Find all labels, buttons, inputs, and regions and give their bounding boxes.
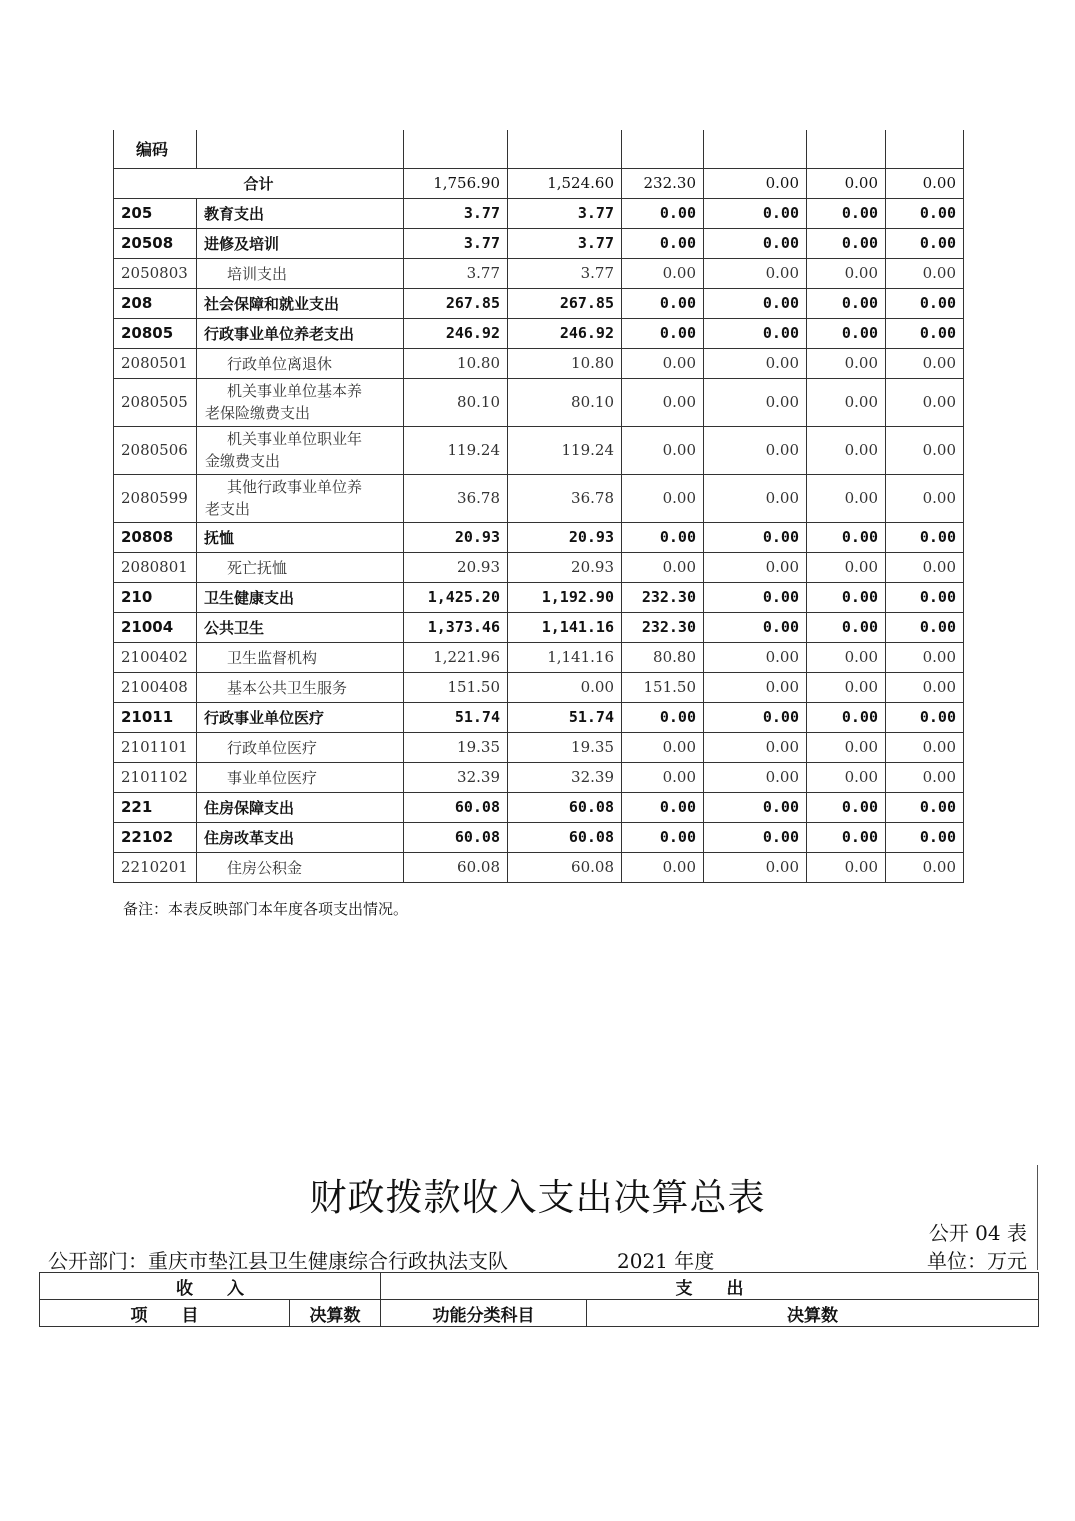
row-value: 0.00 — [704, 318, 807, 348]
table-row — [114, 228, 964, 258]
row-value: 119.24 — [404, 426, 508, 474]
row-value: 0.00 — [886, 426, 964, 474]
row-value: 0.00 — [807, 672, 886, 702]
row-value: 0.00 — [622, 378, 704, 426]
row-code: 2050803 — [114, 258, 197, 288]
expense-header: 支 出 — [381, 1273, 1039, 1300]
total-value: 1,524.60 — [508, 168, 622, 198]
col-func: 功能分类科目 — [381, 1300, 587, 1327]
row-value: 0.00 — [886, 852, 964, 882]
row-value: 20.93 — [508, 522, 622, 552]
row-value: 20.93 — [404, 552, 508, 582]
row-name-line1: 其他行政事业单位养 — [227, 478, 363, 496]
row-value: 0.00 — [622, 198, 704, 228]
row-code: 22102 — [114, 822, 197, 852]
row-value: 1,373.46 — [404, 612, 508, 642]
row-code: 2080801 — [114, 552, 197, 582]
row-code: 20808 — [114, 522, 197, 552]
row-value: 80.10 — [508, 378, 622, 426]
row-value: 0.00 — [886, 822, 964, 852]
row-value: 0.00 — [807, 702, 886, 732]
row-value: 60.08 — [404, 852, 508, 882]
row-value: 20.93 — [404, 522, 508, 552]
row-value: 60.08 — [508, 852, 622, 882]
row-value: 246.92 — [404, 318, 508, 348]
table-code: 公开 04 表 — [928, 1221, 1027, 1245]
row-value: 19.35 — [508, 732, 622, 762]
row-value: 10.80 — [404, 348, 508, 378]
row-code: 2210201 — [114, 852, 197, 882]
total-label: 合计 — [114, 168, 404, 198]
row-value: 1,221.96 — [404, 642, 508, 672]
row-value: 0.00 — [622, 732, 704, 762]
row-value: 36.78 — [508, 474, 622, 522]
row-code: 2100408 — [114, 672, 197, 702]
row-value: 0.00 — [704, 288, 807, 318]
row-name: 住房改革支出 — [197, 822, 404, 852]
row-value: 0.00 — [807, 762, 886, 792]
row-value: 0.00 — [622, 552, 704, 582]
table-row — [114, 612, 964, 642]
row-code: 2080506 — [114, 426, 197, 474]
page-title: 财政拨款收入支出决算总表 — [309, 1176, 766, 1219]
table-row — [114, 474, 964, 522]
row-value: 1,192.90 — [508, 582, 622, 612]
row-value: 0.00 — [886, 348, 964, 378]
total-value: 1,756.90 — [404, 168, 508, 198]
row-value: 0.00 — [704, 762, 807, 792]
row-value: 0.00 — [807, 228, 886, 258]
row-value: 0.00 — [886, 552, 964, 582]
table-row — [114, 702, 964, 732]
row-value: 3.77 — [508, 258, 622, 288]
table-row — [114, 348, 964, 378]
row-name-line2: 老保险缴费支出 — [205, 404, 311, 422]
expenditure-table — [113, 130, 964, 883]
row-value: 0.00 — [886, 522, 964, 552]
row-code: 210 — [114, 582, 197, 612]
col-amount: 决算数 — [290, 1300, 381, 1327]
table-row — [114, 522, 964, 552]
row-value: 0.00 — [622, 474, 704, 522]
row-name: 行政单位离退休 — [197, 348, 404, 378]
row-value: 0.00 — [704, 612, 807, 642]
row-value: 0.00 — [886, 702, 964, 732]
row-value: 1,141.16 — [508, 612, 622, 642]
row-value: 3.77 — [508, 228, 622, 258]
row-code: 20805 — [114, 318, 197, 348]
row-name: 抚恤 — [197, 522, 404, 552]
total-value: 0.00 — [807, 168, 886, 198]
row-value: 0.00 — [622, 288, 704, 318]
row-value: 0.00 — [704, 474, 807, 522]
row-value: 232.30 — [622, 612, 704, 642]
row-value: 0.00 — [886, 582, 964, 612]
row-value: 0.00 — [807, 552, 886, 582]
row-value: 0.00 — [886, 318, 964, 348]
table-row — [114, 732, 964, 762]
row-value: 0.00 — [807, 348, 886, 378]
table-row — [114, 582, 964, 612]
row-value: 0.00 — [807, 258, 886, 288]
table-note: 备注：本表反映部门本年度各项支出情况。 — [123, 900, 409, 918]
row-code: 2080505 — [114, 378, 197, 426]
row-value: 0.00 — [622, 522, 704, 552]
row-code: 221 — [114, 792, 197, 822]
row-value: 0.00 — [704, 228, 807, 258]
row-value: 51.74 — [404, 702, 508, 732]
row-value: 19.35 — [404, 732, 508, 762]
row-value: 246.92 — [508, 318, 622, 348]
row-value: 0.00 — [622, 852, 704, 882]
row-value: 232.30 — [622, 582, 704, 612]
row-value: 0.00 — [704, 852, 807, 882]
row-value: 0.00 — [886, 672, 964, 702]
table-row — [114, 552, 964, 582]
row-value: 0.00 — [807, 822, 886, 852]
row-name: 卫生监督机构 — [197, 642, 404, 672]
row-value: 60.08 — [508, 822, 622, 852]
row-value: 0.00 — [622, 318, 704, 348]
row-name — [197, 426, 404, 474]
row-value: 0.00 — [622, 792, 704, 822]
row-value: 0.00 — [807, 426, 886, 474]
row-value: 0.00 — [807, 732, 886, 762]
row-value: 3.77 — [404, 198, 508, 228]
row-value: 0.00 — [704, 522, 807, 552]
row-value: 0.00 — [886, 258, 964, 288]
row-value: 20.93 — [508, 552, 622, 582]
row-value: 0.00 — [886, 732, 964, 762]
row-value: 0.00 — [622, 258, 704, 288]
row-value: 0.00 — [704, 582, 807, 612]
row-value: 0.00 — [622, 348, 704, 378]
row-value: 0.00 — [886, 762, 964, 792]
row-value: 0.00 — [704, 258, 807, 288]
row-value: 0.00 — [704, 426, 807, 474]
row-name: 卫生健康支出 — [197, 582, 404, 612]
header-code-label: 编码 — [114, 130, 197, 168]
row-name: 行政事业单位医疗 — [197, 702, 404, 732]
row-value: 3.77 — [404, 228, 508, 258]
table-row — [114, 378, 964, 426]
row-value: 119.24 — [508, 426, 622, 474]
table-row — [114, 258, 964, 288]
row-value: 3.77 — [404, 258, 508, 288]
row-value: 0.00 — [622, 228, 704, 258]
row-value: 0.00 — [807, 852, 886, 882]
row-code: 2101102 — [114, 762, 197, 792]
total-value: 232.30 — [622, 168, 704, 198]
row-value: 0.00 — [622, 822, 704, 852]
row-name: 行政单位医疗 — [197, 732, 404, 762]
row-value: 80.80 — [622, 642, 704, 672]
row-code: 21011 — [114, 702, 197, 732]
department-label: 公开部门：重庆市垫江县卫生健康综合行政执法支队 — [48, 1249, 508, 1273]
row-value: 0.00 — [704, 642, 807, 672]
row-name: 公共卫生 — [197, 612, 404, 642]
table-row — [114, 672, 964, 702]
row-value: 60.08 — [404, 822, 508, 852]
row-name: 进修及培训 — [197, 228, 404, 258]
row-name-line2: 老支出 — [205, 500, 251, 518]
summary-header-row — [40, 1273, 1039, 1300]
table-row — [114, 852, 964, 882]
row-name: 行政事业单位养老支出 — [197, 318, 404, 348]
row-value: 60.08 — [404, 792, 508, 822]
row-value: 0.00 — [886, 642, 964, 672]
row-value: 0.00 — [886, 612, 964, 642]
row-value: 60.08 — [508, 792, 622, 822]
table-row — [114, 318, 964, 348]
row-code: 2080599 — [114, 474, 197, 522]
row-value: 0.00 — [807, 318, 886, 348]
row-value: 0.00 — [807, 642, 886, 672]
table-row — [114, 642, 964, 672]
row-value: 0.00 — [807, 792, 886, 822]
row-value: 0.00 — [622, 762, 704, 792]
row-value: 0.00 — [704, 672, 807, 702]
unit-label: 单位：万元 — [927, 1249, 1027, 1273]
row-code: 20508 — [114, 228, 197, 258]
row-value: 0.00 — [886, 198, 964, 228]
table-header-row — [114, 130, 964, 168]
row-code: 2101101 — [114, 732, 197, 762]
row-value: 0.00 — [807, 288, 886, 318]
table-row — [114, 822, 964, 852]
row-value: 32.39 — [404, 762, 508, 792]
row-value: 3.77 — [508, 198, 622, 228]
row-code: 2100402 — [114, 642, 197, 672]
row-value: 0.00 — [886, 474, 964, 522]
row-value: 32.39 — [508, 762, 622, 792]
row-name: 住房公积金 — [197, 852, 404, 882]
row-value: 0.00 — [807, 522, 886, 552]
col-item: 项 目 — [40, 1300, 290, 1327]
row-value: 0.00 — [704, 702, 807, 732]
row-name: 住房保障支出 — [197, 792, 404, 822]
table-row — [114, 426, 964, 474]
row-name-line2: 金缴费支出 — [205, 452, 281, 470]
row-value: 0.00 — [886, 792, 964, 822]
row-value: 51.74 — [508, 702, 622, 732]
row-name: 事业单位医疗 — [197, 762, 404, 792]
row-value: 0.00 — [807, 474, 886, 522]
row-value: 151.50 — [404, 672, 508, 702]
row-value: 0.00 — [704, 348, 807, 378]
row-name — [197, 378, 404, 426]
row-value: 0.00 — [704, 378, 807, 426]
row-value: 0.00 — [704, 822, 807, 852]
row-name: 教育支出 — [197, 198, 404, 228]
row-value: 0.00 — [807, 582, 886, 612]
row-value: 0.00 — [807, 198, 886, 228]
total-row — [114, 168, 964, 198]
row-value: 0.00 — [704, 792, 807, 822]
row-value: 10.80 — [508, 348, 622, 378]
row-value: 80.10 — [404, 378, 508, 426]
row-name: 死亡抚恤 — [197, 552, 404, 582]
table-row — [114, 198, 964, 228]
row-value: 0.00 — [704, 552, 807, 582]
total-value: 0.00 — [886, 168, 964, 198]
summary-table — [39, 1272, 1039, 1327]
row-value: 0.00 — [622, 426, 704, 474]
row-value: 0.00 — [508, 672, 622, 702]
row-value: 0.00 — [807, 378, 886, 426]
row-value: 0.00 — [704, 732, 807, 762]
row-name-line1: 机关事业单位基本养 — [227, 382, 363, 400]
row-value: 0.00 — [886, 378, 964, 426]
income-header: 收 入 — [40, 1273, 381, 1300]
row-name-line1: 机关事业单位职业年 — [227, 430, 363, 448]
row-code: 205 — [114, 198, 197, 228]
row-value: 0.00 — [886, 288, 964, 318]
row-value: 36.78 — [404, 474, 508, 522]
total-value: 0.00 — [704, 168, 807, 198]
row-value: 0.00 — [704, 198, 807, 228]
table-row — [114, 288, 964, 318]
summary-subheader-row — [40, 1300, 1039, 1327]
row-name — [197, 474, 404, 522]
row-value: 267.85 — [404, 288, 508, 318]
year-label: 2021 年度 — [617, 1249, 715, 1273]
row-code: 208 — [114, 288, 197, 318]
table-row — [114, 762, 964, 792]
row-value: 0.00 — [886, 228, 964, 258]
row-value: 1,141.16 — [508, 642, 622, 672]
row-value: 0.00 — [807, 612, 886, 642]
row-value: 1,425.20 — [404, 582, 508, 612]
table-row — [114, 792, 964, 822]
row-name: 社会保障和就业支出 — [197, 288, 404, 318]
row-name: 培训支出 — [197, 258, 404, 288]
row-value: 267.85 — [508, 288, 622, 318]
row-value: 151.50 — [622, 672, 704, 702]
row-code: 2080501 — [114, 348, 197, 378]
col-amount2: 决算数 — [587, 1300, 1039, 1327]
row-name: 基本公共卫生服务 — [197, 672, 404, 702]
row-code: 21004 — [114, 612, 197, 642]
row-value: 0.00 — [622, 702, 704, 732]
